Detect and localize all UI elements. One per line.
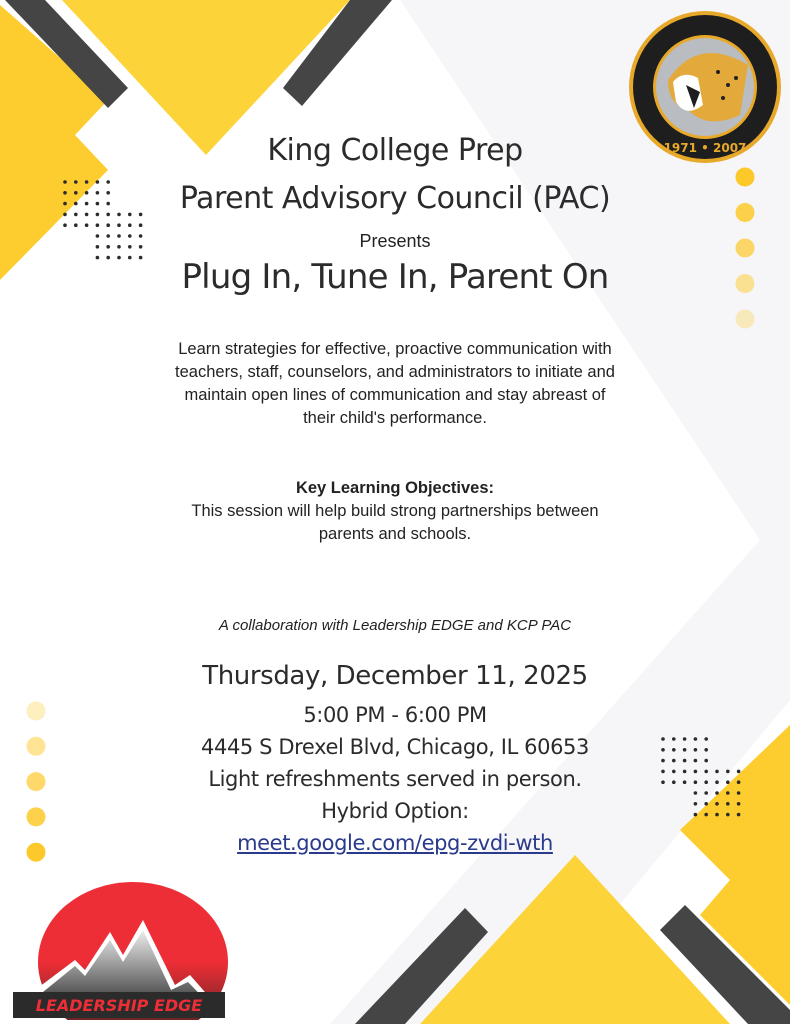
collaboration-note: A collaboration with Leadership EDGE and KCP PAC <box>218 617 572 634</box>
decor-dot <box>736 310 755 329</box>
objectives-heading: Key Learning Objectives: <box>295 479 495 497</box>
event-address: 4445 S Drexel Blvd, Chicago, IL 60653 <box>201 735 589 759</box>
decor-dot <box>715 791 719 795</box>
decor-dot <box>96 223 100 227</box>
decor-dot <box>63 223 67 227</box>
description: Learn strategies for effective, proactive communication with teachers, staff, counselors, and administrators to initiate and maintain open lines of communication and stay abreast of their child's performance. <box>175 340 615 427</box>
decor-dot <box>85 223 89 227</box>
decor-dot <box>694 791 698 795</box>
decor-dot <box>672 759 676 763</box>
decor-dot <box>139 223 143 227</box>
objectives: Key Learning Objectives: This session will help build strong partnerships between parents and schools. <box>0 477 790 546</box>
event-date: Thursday, December 11, 2025 <box>202 661 588 691</box>
decor-dot <box>683 759 687 763</box>
decor-dot <box>704 791 708 795</box>
org-name: King College Prep <box>267 133 523 168</box>
decor-dot <box>106 223 110 227</box>
decor-dot <box>661 759 665 763</box>
leadership-edge-logo <box>5 880 230 1020</box>
decor-dot <box>74 223 78 227</box>
presents-label: Presents <box>359 231 431 251</box>
event-title: Plug In, Tune In, Parent On <box>181 257 609 297</box>
decor-dot <box>117 223 121 227</box>
event-time: 5:00 PM - 6:00 PM <box>303 703 487 727</box>
decor-dot <box>737 791 741 795</box>
hybrid-label: Hybrid Option: <box>321 799 469 823</box>
council-name: Parent Advisory Council (PAC) <box>179 181 611 216</box>
decor-dot <box>128 223 132 227</box>
decor-dot <box>694 759 698 763</box>
svg-text:1971 • 2007: 1971 • 2007 <box>663 141 747 155</box>
decor-dot <box>704 759 708 763</box>
refreshments-note: Light refreshments served in person. <box>208 767 582 791</box>
svg-text:LEADERSHIP EDGE: LEADERSHIP EDGE <box>35 996 203 1015</box>
decor-dot <box>726 791 730 795</box>
meet-link[interactable]: meet.google.com/epg-zvdi-wth <box>237 831 553 855</box>
